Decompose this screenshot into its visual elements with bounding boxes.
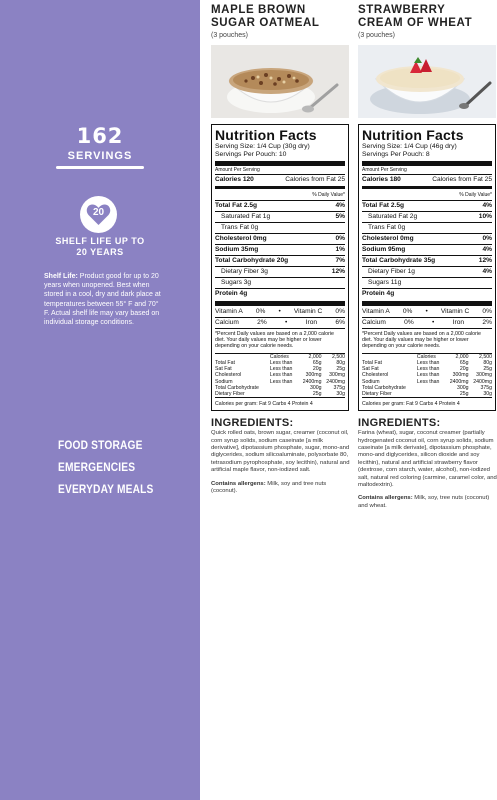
dv-table-cell: Total Carbohydrate: [362, 384, 406, 391]
calories-row: [362, 174, 492, 185]
nutrient-dv: 12%: [331, 267, 345, 275]
dv-table-cell: 375g: [480, 384, 492, 391]
dv-table-row: [362, 353, 492, 360]
daily-value-heading: % Daily Value*: [312, 191, 345, 198]
calories-per-gram: Calories per gram: Fat 9 Carbs 4 Protein 4: [362, 397, 492, 408]
dv-table-cell: 2400mg: [449, 378, 469, 385]
allergens-text: [358, 495, 497, 510]
amount-per-serving: Amount Per Serving: [362, 167, 407, 173]
dv-table-cell: 65g: [459, 359, 469, 366]
calories-from-fat: Calories from Fat 25: [432, 175, 492, 183]
nutrient-label: Saturated Fat 2g: [368, 212, 418, 220]
nutrient-row: [215, 288, 345, 299]
nf-divider-thick: [362, 301, 492, 306]
allergens-text: [211, 481, 351, 496]
amount-per-serving: Amount Per Serving: [215, 167, 260, 173]
vitamin-c-value: 0%: [482, 307, 492, 315]
dv-table-cell: 375g: [333, 384, 345, 391]
shelf-life-years: 20: [92, 207, 105, 218]
nutrient-dv: 4%: [482, 245, 492, 253]
shelf-life-label-line1: SHELF LIFE UP TO: [55, 236, 145, 246]
dv-table-cell: 25g: [312, 390, 322, 397]
daily-value-heading: % Daily Value*: [459, 191, 492, 198]
nutrient-label: Cholesterol 0mg: [362, 234, 414, 242]
nutrient-label: Dietary Fiber 1g: [368, 267, 415, 275]
product-subtitle: (3 pouches): [211, 32, 248, 39]
daily-value-table: [215, 353, 345, 397]
nutrient-row: [362, 244, 492, 255]
dv-table-cell: 25g: [459, 390, 469, 397]
nutrient-row: [215, 200, 345, 211]
vitamin-a-label: Vitamin A: [362, 307, 390, 315]
nutrient-row: [215, 255, 345, 266]
nutrient-row: [362, 233, 492, 244]
nutrient-dv: 4%: [335, 201, 345, 209]
nutrient-row: [362, 277, 492, 288]
nutrient-label: Cholesterol 0mg: [215, 234, 267, 242]
nutrient-label: Total Fat 2.5g: [362, 201, 405, 209]
product-title-line2: SUGAR OATMEAL: [211, 17, 320, 29]
nf-divider-thick: [215, 301, 345, 306]
iron-label: Iron: [452, 318, 465, 326]
dv-table-cell: Total Fat: [362, 359, 382, 366]
daily-value-footnote: *Percent Daily values are based on a 2,000 calorie diet. Your daily values may be higher or lower depending on your calorie needs.: [215, 328, 345, 352]
nutrient-row: [215, 277, 345, 288]
serving-size: Serving Size: 1/4 Cup (30g dry): [215, 143, 310, 150]
calcium-value: 0%: [404, 318, 414, 326]
dv-table-cell: 20g: [459, 366, 469, 373]
dv-table-cell: [362, 353, 417, 360]
nutrition-facts-label: [211, 124, 349, 411]
dv-table-cell: Less than: [416, 378, 440, 385]
product-title-line1: STRAWBERRY: [358, 4, 446, 16]
servings-divider: [56, 166, 144, 169]
product-title: [211, 4, 351, 30]
calories-from-fat: Calories from Fat 25: [285, 175, 345, 183]
dv-table-cell: 300g: [309, 384, 322, 391]
allergens-list: Milk, soy, tree nuts (coconut) and wheat.: [358, 495, 490, 509]
cream-of-wheat-bowl-image: [358, 45, 496, 118]
dv-table-cell: Sodium: [215, 378, 233, 385]
nutrient-label: Protein 4g: [362, 289, 395, 297]
nutrition-facts-title: Nutrition Facts: [362, 127, 464, 143]
dv-table-cell: Less than: [416, 366, 440, 373]
nutrient-dv: 7%: [335, 256, 345, 264]
use-item: FOOD STORAGE: [58, 438, 143, 452]
vitamin-c-label: Vitamin C: [293, 307, 323, 315]
dv-table-cell: 30g: [336, 390, 345, 397]
dv-table-cell: 300mg: [329, 372, 345, 379]
daily-value-table: [362, 353, 492, 397]
nutrient-label: Trans Fat 0g: [221, 223, 259, 231]
nutrient-dv: 12%: [478, 256, 492, 264]
product-title: [358, 4, 497, 30]
ingredients-heading: INGREDIENTS:: [211, 417, 294, 430]
nf-divider-medium: [362, 186, 492, 189]
dv-table-cell: 25g: [336, 366, 345, 373]
serving-size: Serving Size: 1/4 Cup (46g dry): [362, 143, 457, 150]
product-column: [358, 0, 497, 510]
calories-per-gram: Calories per gram: Fat 9 Carbs 4 Protein 4: [215, 397, 345, 408]
calories-row: [215, 174, 345, 185]
nutrient-row: [215, 266, 345, 277]
nutrient-row: [362, 200, 492, 211]
nutrient-dv: 1%: [335, 245, 345, 253]
dv-table-cell: 300mg: [452, 372, 469, 379]
product-title-line1: MAPLE BROWN: [211, 4, 306, 16]
vitamin-c-label: Vitamin C: [440, 307, 470, 315]
dv-table-cell: Total Carbohydrate: [215, 384, 259, 391]
mineral-row: [215, 317, 345, 328]
product-photo: [358, 45, 496, 118]
vitamin-row: [362, 307, 492, 317]
vitamin-c-value: 0%: [335, 307, 345, 315]
sidebar-panel: [0, 0, 200, 800]
dv-table-cell: Less than: [269, 359, 293, 366]
servings-per-pouch: Servings Per Pouch: 8: [362, 151, 430, 158]
use-item: EVERYDAY MEALS: [58, 482, 154, 496]
dv-table-cell: [215, 353, 270, 360]
nf-divider-thick: [215, 161, 345, 166]
servings-label: SERVINGS: [67, 150, 133, 162]
nutrient-label: Dietary Fiber 3g: [221, 267, 268, 275]
nutrient-row: [362, 288, 492, 299]
nutrient-row: [362, 255, 492, 266]
dv-table-cell: Total Fat: [215, 359, 235, 366]
shelf-life-description: [44, 272, 162, 327]
dv-table-cell: Sat Fat: [362, 366, 379, 373]
dv-table-cell: 20g: [312, 366, 322, 373]
nutrient-row: [215, 233, 345, 244]
dv-table-cell: 300mg: [476, 372, 492, 379]
calcium-label: Calcium: [362, 318, 386, 326]
dv-table-cell: Less than: [269, 372, 293, 379]
shelf-life-label: [0, 236, 200, 258]
dv-table-cell: Sodium: [362, 378, 380, 385]
vitamin-row: [215, 307, 345, 317]
iron-value: 6%: [335, 318, 345, 326]
dv-table-cell: 300mg: [305, 372, 322, 379]
nutrient-label: Protein 4g: [215, 289, 248, 297]
nutrient-label: Trans Fat 0g: [368, 223, 406, 231]
iron-label: Iron: [305, 318, 318, 326]
nutrient-label: Sugars 3g: [221, 278, 252, 286]
nutrient-row: [362, 211, 492, 222]
dv-table-cell: Less than: [269, 366, 293, 373]
use-list: [58, 434, 177, 500]
dv-table-cell: Less than: [416, 372, 440, 379]
dv-table-cell: 30g: [483, 390, 492, 397]
shelf-life-bold: Shelf Life:: [44, 273, 78, 280]
nutrient-label: Total Carbohydrate 20g: [215, 256, 289, 264]
calories: Calories 120: [215, 175, 254, 183]
dv-table-cell: 300g: [456, 384, 469, 391]
servings-count: 162: [76, 124, 124, 148]
servings-per-pouch: Servings Per Pouch: 10: [215, 151, 287, 158]
vitamin-a-value: 0%: [255, 307, 266, 315]
dv-table-cell: 2400mg: [302, 378, 322, 385]
nutrient-row: [215, 211, 345, 222]
dv-table-cell: 80g: [483, 359, 492, 366]
nutrient-label: Sodium 95mg: [362, 245, 406, 253]
allergens-list: Milk, soy and tree nuts (coconut).: [211, 480, 327, 494]
nutrient-label: Total Fat 2.5g: [215, 201, 258, 209]
bullet: •: [425, 307, 428, 315]
dv-table-cell: 2,000: [308, 353, 322, 360]
nutrient-dv: 4%: [482, 267, 492, 275]
product-subtitle: (3 pouches): [358, 32, 395, 39]
use-item: EMERGENCIES: [58, 460, 136, 474]
dv-table-cell: 2400mg: [326, 378, 345, 385]
dv-table-cell: Cholesterol: [362, 372, 389, 379]
daily-value-footnote: *Percent Daily values are based on a 2,000 calorie diet. Your daily values may be higher or lower depending on your calorie needs.: [362, 328, 492, 352]
nf-divider-medium: [215, 186, 345, 189]
dv-table-cell: 2,000: [455, 353, 469, 360]
dv-table-cell: Less than: [269, 378, 293, 385]
nutrient-dv: 4%: [482, 201, 492, 209]
nutrient-row: [215, 244, 345, 255]
nutrient-row: [215, 222, 345, 233]
nutrient-dv: 0%: [335, 234, 345, 242]
dv-table-cell: Dietary Fiber: [362, 390, 392, 397]
bullet: •: [285, 318, 288, 326]
dv-table-cell: 2400mg: [473, 378, 492, 385]
nutrient-label: Sugars 11g: [368, 278, 402, 286]
allergens-label: Contains allergens:: [211, 480, 266, 487]
bullet: •: [432, 318, 435, 326]
dv-table-cell: Sat Fat: [215, 366, 232, 373]
dv-table-cell: 2,500: [479, 353, 492, 360]
calcium-label: Calcium: [215, 318, 239, 326]
dv-table-cell: Cholesterol: [215, 372, 242, 379]
nf-divider-thick: [362, 161, 492, 166]
nutrition-facts-label: [358, 124, 496, 411]
shelf-life-badge: [80, 196, 117, 233]
nutrition-facts-title: Nutrition Facts: [215, 127, 317, 143]
dv-table-cell: 2,500: [332, 353, 345, 360]
bullet: •: [278, 307, 281, 315]
calories: Calories 180: [362, 175, 401, 183]
oatmeal-bowl-image: [211, 45, 349, 118]
nutrient-label: Sodium 35mg: [215, 245, 259, 253]
shelf-life-label-line2: 20 YEARS: [76, 247, 124, 257]
dv-table-cell: 80g: [336, 359, 345, 366]
dv-table-cell: Calories: [416, 353, 436, 360]
nutrient-label: Saturated Fat 1g: [221, 212, 271, 220]
dv-table-row: [215, 353, 345, 360]
mineral-row: [362, 317, 492, 328]
ingredients-text: Quick rolled oats, brown sugar, creamer (coconut oil, corn syrup solids, sodium caseinate [a milk derivative], dipotassium phosphate, sugar, mono-and diglycerides, sodium silicoaluminate, polysorbate 80, tetrasodium pyrophosphate, soy lecithin), natural and artificial maple flavor, non-iodized salt.: [211, 430, 350, 474]
vitamin-a-value: 0%: [402, 307, 413, 315]
vitamin-a-label: Vitamin A: [215, 307, 243, 315]
calcium-value: 2%: [257, 318, 267, 326]
dv-table-cell: Dietary Fiber: [215, 390, 245, 397]
shelf-life-body: Product good for up to 20 years when unopened. Best when stored in a cool, dry and dark place at temperatures between 55° F and 70° F. Actual shelf life may vary based on individual storage conditions.: [44, 273, 161, 327]
product-title-line2: CREAM OF WHEAT: [358, 17, 473, 29]
ingredients-heading: INGREDIENTS:: [358, 417, 441, 430]
dv-table-cell: 65g: [312, 359, 322, 366]
nutrient-dv: 10%: [478, 212, 492, 220]
ingredients-text: Farina (wheat), sugar, coconut creamer (partially hydrogenated coconut oil, corn syrup solids, sodium caseinate [a milk derivate], dipotassium phosphate, mono-and diglycerides, silicon dioxide and soy lecithin), natural and artificial strawberry flavor (dextrose, corn starch, water, alcohol), non-iodized salt, natural red coloring (carmine, caramel color, and maltodextrin).: [358, 430, 497, 488]
allergens-label: Contains allergens:: [358, 495, 413, 502]
product-photo: [211, 45, 349, 118]
nutrient-row: [362, 266, 492, 277]
nutrient-label: Total Carbohydrate 35g: [362, 256, 436, 264]
nutrient-dv: 0%: [482, 234, 492, 242]
nutrient-dv: 5%: [335, 212, 345, 220]
nutrient-row: [362, 222, 492, 233]
dv-table-cell: Calories: [269, 353, 289, 360]
dv-table-cell: 25g: [483, 366, 492, 373]
product-column: [211, 0, 351, 495]
dv-table-cell: Less than: [416, 359, 440, 366]
iron-value: 2%: [482, 318, 492, 326]
